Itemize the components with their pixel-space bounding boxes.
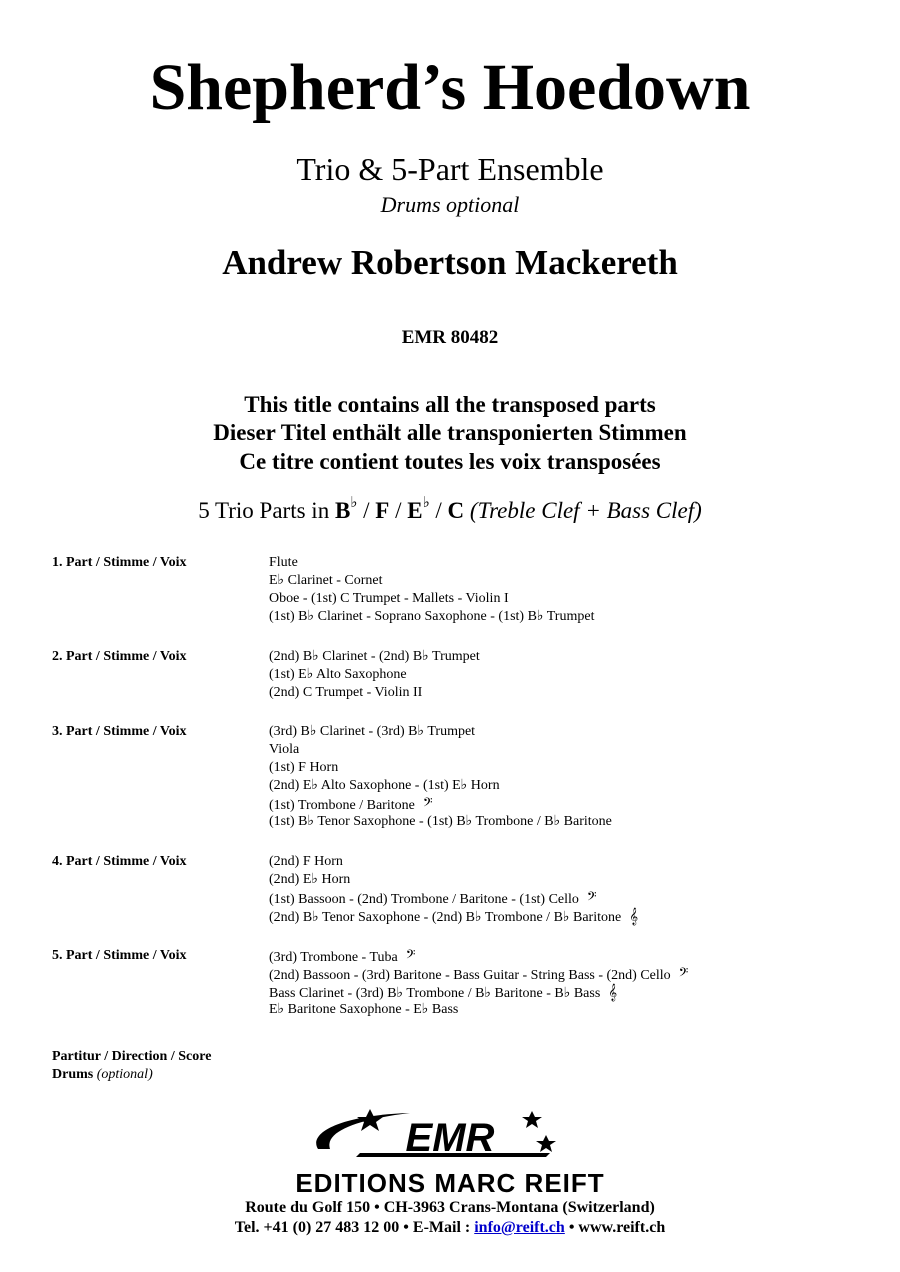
emr-logo-icon — [300, 1105, 600, 1167]
bass-clef-icon: 𝄢 — [422, 795, 433, 813]
instrument-line — [269, 907, 638, 925]
instrument-line: (2nd) E♭ Horn — [269, 872, 351, 887]
separator: / — [357, 498, 376, 523]
part-2-label: 2. Part / Stimme / Voix — [52, 649, 187, 664]
ensemble-subtitle: Trio & 5-Part Ensemble — [296, 151, 604, 187]
website-text: • www.reift.ch — [564, 1219, 666, 1236]
instrument-text: (2nd) Bassoon - (3rd) Baritone - Bass Guitar - String Bass - (2nd) Cello — [269, 968, 671, 983]
instrument-line: (1st) E♭ Alto Saxophone — [269, 667, 407, 682]
score-section — [52, 1048, 211, 1084]
part-5-label: 5. Part / Stimme / Voix — [52, 948, 187, 963]
instrument-text: Bass Clarinet - (3rd) B♭ Trombone / B♭ Baritone - B♭ Bass — [269, 986, 601, 1001]
bass-clef-icon: 𝄢 — [586, 889, 597, 907]
key-f: F — [375, 498, 390, 523]
instrument-line: E♭ Clarinet - Cornet — [269, 573, 383, 588]
logo-text: EMR — [405, 1116, 495, 1160]
publisher-contact — [0, 1218, 900, 1238]
key-b: B — [334, 498, 351, 523]
instrument-text: (2nd) B♭ Tenor Saxophone - (2nd) B♭ Trombone / B♭ Baritone — [269, 910, 622, 925]
treble-clef-icon: 𝄞 — [629, 907, 639, 925]
part-3-label: 3. Part / Stimme / Voix — [52, 724, 187, 739]
instrument-line: (1st) B♭ Tenor Saxophone - (1st) B♭ Trombone / B♭ Baritone — [269, 814, 612, 829]
part-2-instruments — [269, 648, 480, 702]
bass-clef-icon: 𝄢 — [678, 965, 689, 983]
drums-line — [52, 1066, 211, 1084]
flat-sign: ♭ — [350, 495, 358, 512]
email-link[interactable]: info@reift.ch — [474, 1219, 565, 1236]
piece-title: Shepherd’s Hoedown — [149, 51, 751, 124]
instrument-line: (2nd) E♭ Alto Saxophone - (1st) E♭ Horn — [269, 778, 500, 793]
instrument-line: E♭ Baritone Saxophone - E♭ Bass — [269, 1002, 459, 1017]
instrument-line: Viola — [269, 742, 300, 757]
instrument-line: (2nd) F Horn — [269, 854, 343, 869]
clef-note: (Treble Clef + Bass Clef) — [469, 498, 702, 523]
instrument-text: (1st) Trombone / Baritone — [269, 798, 415, 813]
drums-label: Drums — [52, 1067, 94, 1082]
instrument-line: Flute — [269, 555, 298, 570]
instrument-line: (3rd) B♭ Clarinet - (3rd) B♭ Trumpet — [269, 724, 476, 739]
instrument-line: (2nd) B♭ Clarinet - (2nd) B♭ Trumpet — [269, 649, 480, 664]
bass-clef-icon: 𝄢 — [405, 947, 416, 965]
part-1-label: 1. Part / Stimme / Voix — [52, 555, 187, 570]
instrument-line — [269, 965, 688, 983]
flat-sign: ♭ — [422, 495, 430, 512]
score-label: Partitur / Direction / Score — [52, 1049, 212, 1064]
separator: / — [389, 498, 408, 523]
trio-parts-line — [0, 495, 900, 527]
instrument-text: (3rd) Trombone - Tuba — [269, 950, 398, 965]
notice-german: Dieser Titel enthält alle transponierten Stimmen — [213, 420, 687, 445]
publisher-name: EDITIONS MARC REIFT — [295, 1168, 605, 1198]
part-4-label: 4. Part / Stimme / Voix — [52, 854, 187, 869]
instrument-line — [269, 983, 688, 1001]
instrument-line: (1st) F Horn — [269, 760, 339, 775]
composer-name: Andrew Robertson Mackereth — [222, 243, 678, 282]
instrument-line — [269, 947, 688, 965]
instrument-line — [269, 795, 612, 813]
drums-optional-note: Drums optional — [380, 192, 520, 217]
separator: / — [429, 498, 448, 523]
notice-french: Ce titre contient toutes les voix transposées — [239, 449, 661, 474]
catalog-number: EMR 80482 — [401, 327, 499, 348]
instrument-line — [269, 889, 638, 907]
part-4-instruments — [269, 853, 638, 925]
instrument-line: (2nd) C Trumpet - Violin II — [269, 685, 423, 700]
instrument-line: (1st) B♭ Clarinet - Soprano Saxophone - (1st) B♭ Trumpet — [269, 609, 595, 624]
treble-clef-icon: 𝄞 — [608, 983, 618, 1001]
trio-prefix: 5 Trio Parts in — [198, 498, 335, 523]
part-1-instruments — [269, 554, 594, 626]
drums-optional: (optional) — [96, 1067, 153, 1082]
publisher-address: Route du Golf 150 • CH-3963 Crans-Montana (Switzerland) — [245, 1199, 655, 1216]
key-c: C — [447, 498, 465, 523]
instrument-text: (1st) Bassoon - (2nd) Trombone / Baritone - (1st) Cello — [269, 892, 579, 907]
notice-english: This title contains all the transposed parts — [244, 392, 656, 417]
telephone-text: Tel. +41 (0) 27 483 12 00 • E-Mail : — [234, 1219, 475, 1236]
part-5-instruments — [269, 947, 688, 1019]
part-3-instruments — [269, 723, 612, 831]
key-e: E — [407, 498, 423, 523]
instrument-line: Oboe - (1st) C Trumpet - Mallets - Violin I — [269, 591, 509, 606]
